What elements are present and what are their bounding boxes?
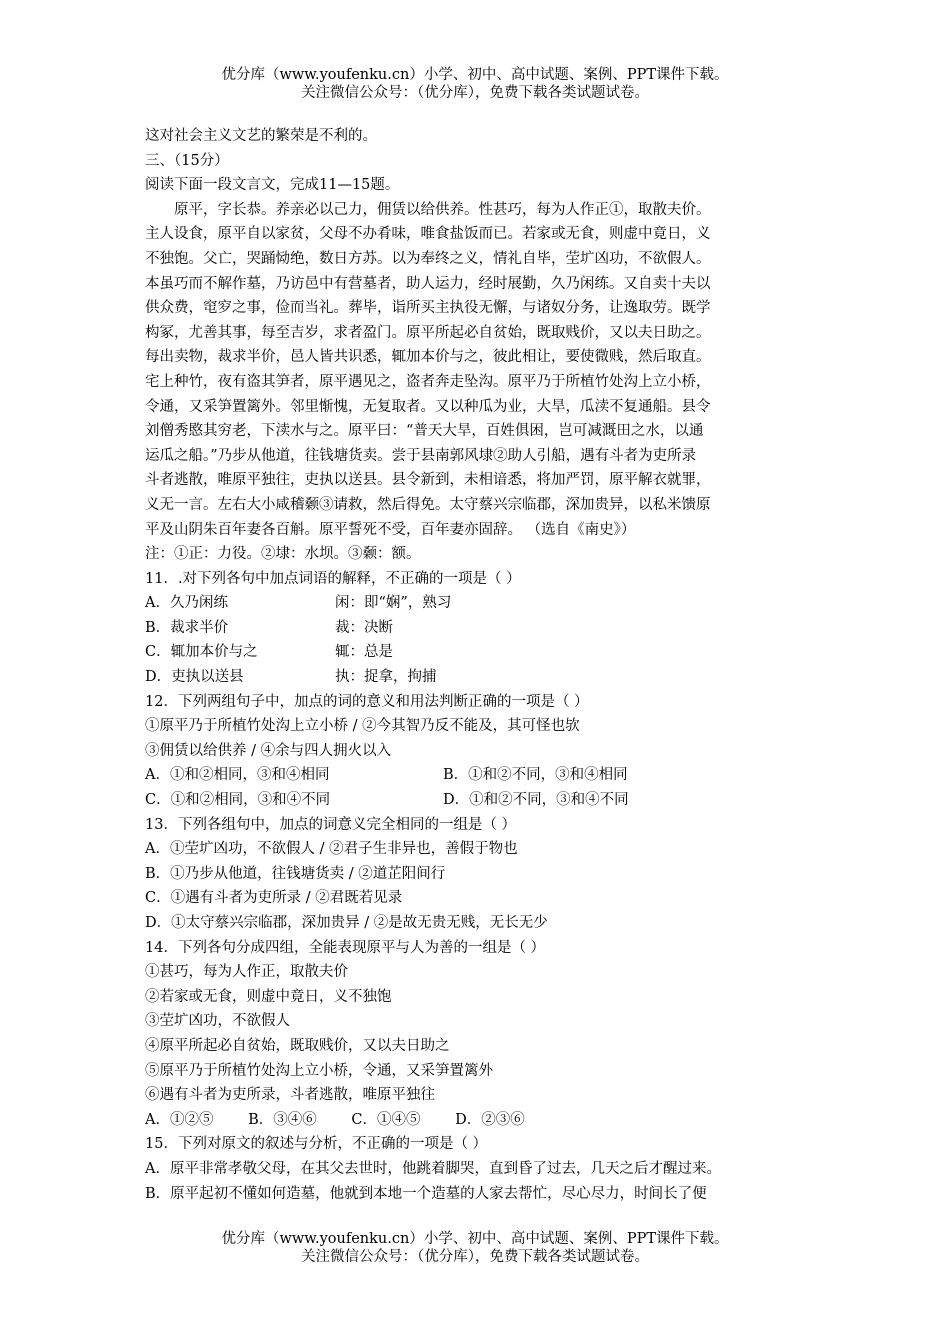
question-option: A．①茔圹凶功，不欲假人 / ②君子生非异也，善假于物也: [145, 841, 518, 858]
passage-line: 义无一言。左右大小咸稽颡③请救，然后得免。太守蔡兴宗临郡，深加贵异，以私米馈原: [145, 496, 711, 513]
annotation-note: 注：①正：力役。②埭：水坝。③颡：额。: [145, 546, 421, 563]
question-12: [145, 690, 815, 813]
question-option: B．③④⑥: [248, 1111, 317, 1128]
question-stem: 14．下列各句分成四组，全能表现原平与人为善的一组是（ ）: [145, 939, 546, 956]
question-stem: 13．下列各组句中，加点的词意义完全相同的一组是（ ）: [145, 816, 517, 833]
passage-line: 宅上种竹，夜有盗其笋者，原平遇见之，盗者奔走坠沟。原平乃于所植竹处沟上立小桥，: [145, 373, 711, 390]
question-option: A．①和②相同，③和④相同 B．①和②不同，③和④相同: [145, 767, 628, 784]
question-option: B．①乃步从他道，往钱塘货卖 / ②道芷阳间行: [145, 865, 446, 882]
passage-line: 不独饱。父亡，哭踊恸绝，数日方苏。以为奉终之义，情礼自毕，茔圹凶功，不欲假人。: [145, 250, 711, 267]
question-options: [145, 1108, 815, 1133]
classical-passage: [145, 198, 815, 542]
question-item: ①甚巧，每为人作正，取散夫价: [145, 964, 348, 981]
passage-line: 构冢，尤善其事，每至吉岁，求者盈门。原平所起必自贫始，既取贱价，又以夫日助之。: [145, 324, 711, 341]
question-item: ⑥遇有斗者为吏所录，斗者逃散，唯原平独往: [145, 1087, 435, 1104]
question-option: B．原平起初不懂如何造墓，他就到本地一个造墓的人家去帮忙，尽心尽力，时间长了便: [145, 1185, 707, 1202]
passage-line: 主人设食，原平自以家贫，父母不办肴味，唯食盐饭而已。若家或无食，则虚中竟日，义: [145, 226, 711, 243]
passage-line: 运瓜之船。”乃步从他道，往钱塘货卖。尝于县南郭风埭②助人引船，遇有斗者为吏所录: [145, 447, 697, 464]
passage-line: 令通，又采笋置篱外。邻里惭愧，无复取者。又以种瓜为业，大旱，瓜渎不复通船。县令: [145, 398, 711, 415]
page-header: [0, 66, 950, 102]
passage-line: 本虽巧而不解作墓，乃访邑中有营墓者，助人运力，经时展勤，久乃闲练。又自卖十夫以: [145, 275, 711, 292]
question-option: C．①和②相同，③和④不同 D．①和②不同，③和④不同: [145, 792, 629, 809]
question-14: [145, 936, 815, 1133]
question-option: C．①遇有斗者为吏所录 / ②君既若见录: [145, 890, 403, 907]
passage-line: 每出卖物，裁求半价，邑人皆共识悉，辄加本价与之，彼此相让，要使微贱，然后取直。: [145, 349, 711, 366]
question-option: C．①④⑤: [351, 1111, 421, 1128]
question-stem: 11．.对下列各句中加点词语的解释，不正确的一项是（ ）: [145, 570, 521, 587]
question-item: ⑤原平乃于所植竹处沟上立小桥，令通，又采笋置篱外: [145, 1062, 493, 1079]
passage-line: 原平，字长恭。养亲必以己力，佣赁以给供养。性甚巧，每为人作正①，取散夫价。: [174, 201, 711, 218]
question-option: A．久乃闲练 闲：即“娴”，熟习: [145, 595, 452, 612]
question-option: A．①②⑤: [145, 1111, 214, 1128]
question-item: ③茔圹凶功，不欲假人: [145, 1013, 290, 1030]
footer-line-1: 优分库（www.youfenku.cn）小学、初中、高中试题、案例、PPT课件下载。: [221, 1231, 729, 1247]
question-option: D．②③⑥: [455, 1111, 525, 1128]
question-option: A．原平非常孝敬父母，在其父去世时，他跳着脚哭，直到昏了过去，几天之后才醒过来。: [145, 1160, 721, 1177]
instruction: 阅读下面一段文言文，完成11—15题。: [145, 177, 400, 194]
section-heading: 三、（15分）: [145, 152, 229, 169]
question-option: D．①太守蔡兴宗临郡，深加贵异 / ②是故无贵无贱，无长无少: [145, 915, 548, 931]
footer-line-2: 关注微信公众号：（优分库），免费下载各类试题试卷。: [301, 1249, 649, 1265]
question-stem: 12．下列两组句子中，加点的词的意义和用法判断正确的一项是（ ）: [145, 693, 589, 710]
question-item: ②若家或无食，则虚中竟日，义不独饱: [145, 988, 392, 1005]
document-body: [145, 124, 815, 1206]
sentence-group: ③佣赁以给供养 / ④余与四人拥火以入: [145, 742, 392, 759]
passage-line: 刘僧秀愍其穷老，下渎水与之。原平曰：“普天大旱，百姓俱困，岂可减溉田之水，以通: [145, 423, 704, 440]
header-line-2: 关注微信公众号：（优分库），免费下载各类试题试卷。: [301, 85, 649, 101]
passage-line: 供众费，窀穸之事，俭而当礼。葬毕，诣所买主执役无懈，与诸奴分务，让逸取劳。既学: [145, 300, 711, 317]
question-option: B．裁求半价 裁：决断: [145, 619, 393, 636]
question-item: ④原平所起必自贫始，既取贱价，又以夫日助之: [145, 1037, 450, 1054]
question-11: [145, 567, 815, 690]
intro-line: 这对社会主义文艺的繁荣是不利的。: [145, 128, 377, 144]
question-option: D．吏执以送县 执：捉拿，拘捕: [145, 669, 437, 686]
question-option: C．辄加本价与之 辄：总是: [145, 644, 393, 661]
passage-line: 平及山阴朱百年妻各百斛。原平誓死不受，百年妻亦固辞。 （选自《南史》）: [145, 521, 636, 538]
page-footer: [0, 1230, 950, 1266]
sentence-group: ①原平乃于所植竹处沟上立小桥 / ②今其智乃反不能及，其可怪也欤: [145, 718, 580, 735]
question-stem: 15．下列对原文的叙述与分析，不正确的一项是（ ）: [145, 1136, 488, 1153]
question-15: [145, 1132, 815, 1206]
question-13: [145, 813, 815, 936]
passage-line: 斗者逃散，唯原平独往，吏执以送县。县令新到，未相谙悉，将加严罚，原平解衣就罪，: [145, 472, 711, 489]
header-line-1: 优分库（www.youfenku.cn）小学、初中、高中试题、案例、PPT课件下载。: [221, 67, 729, 83]
